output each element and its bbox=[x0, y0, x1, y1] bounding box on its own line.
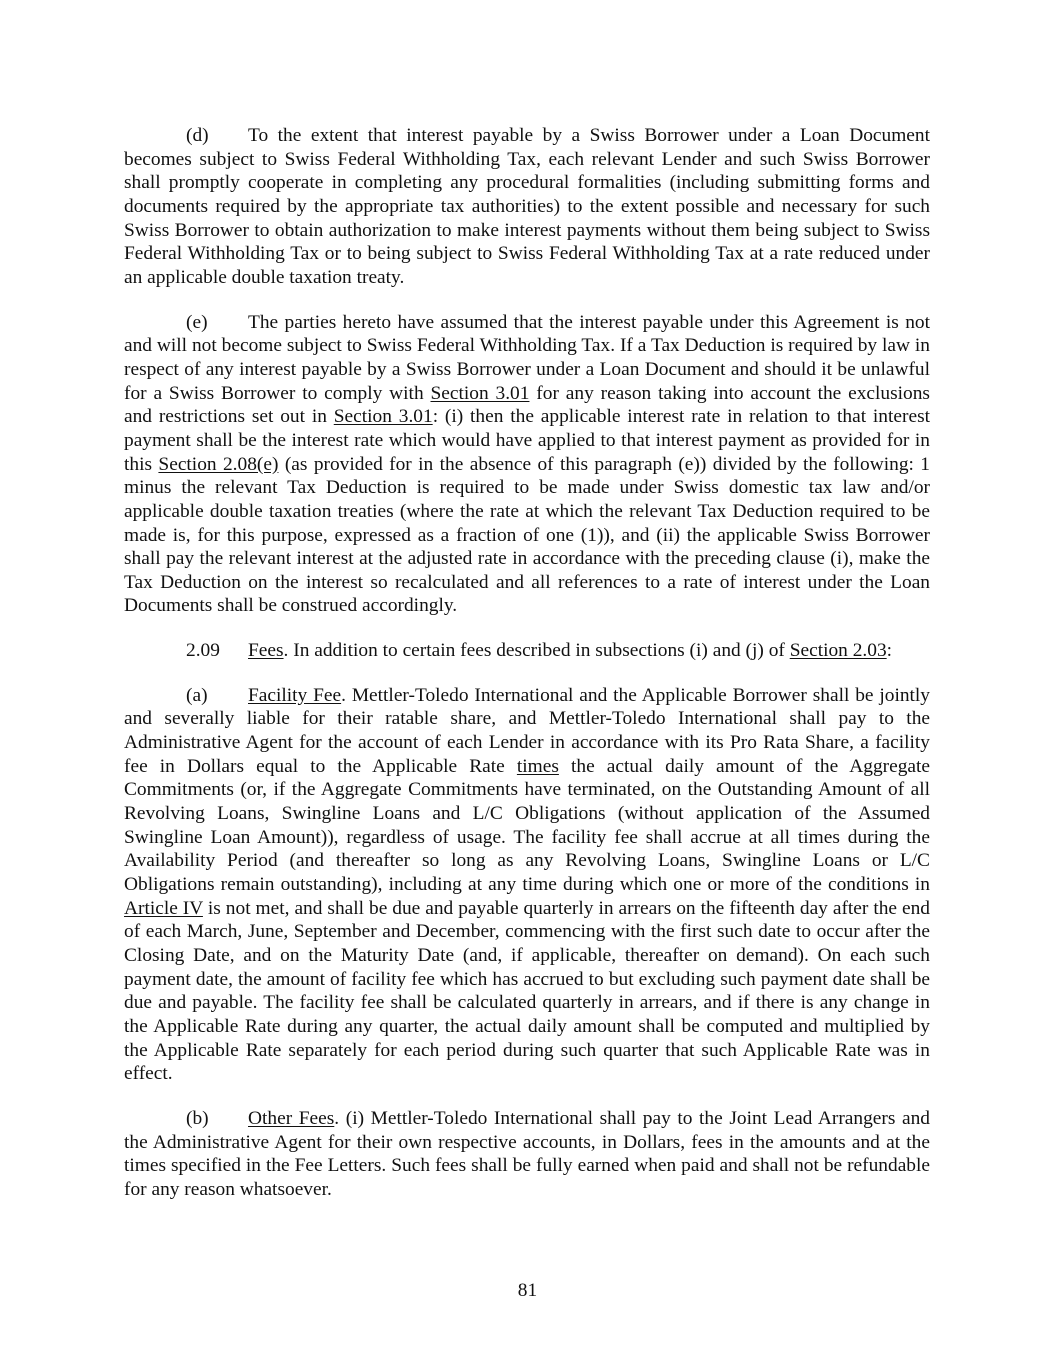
section-number: 2.09 bbox=[186, 640, 220, 662]
section-reference: Section 3.01 bbox=[333, 406, 433, 428]
section-title: Fees bbox=[248, 640, 284, 662]
paragraph-text: To the extent that interest payable by a Swiss Borrower under a Loan Document becomes subject to Swiss Federal Withholding Tax, each relevant Lender and such Swiss Borrower shall promptly cooperate in completing any procedural formalities (including submitting forms and documents required by the appropriate tax authorities) to the extent possible and necessary for such Swiss Borrower to obtain authorization to make interest payments without them being subject to Swiss Federal Withholding Tax or to being subject to Swiss Federal Withholding Tax at a rate reduced under an applicable double taxation treaty. bbox=[124, 125, 930, 288]
paragraph-title: Other Fees bbox=[248, 1107, 335, 1129]
paragraph-text: is not met, and shall be due and payable quarterly in arrears on the fifteenth day after the end of each March, June, September and December, commencing with the first such date to occur after the Closing Date, and on the Maturity Date (and, if applicable, thereafter on demand). On each such payment date, the amount of facility fee which has accrued to but excluding such payment date shall be due and payable. The facility fee shall be calculated quarterly in arrears, and if there is any change in the Applicable Rate during any quarter, the actual daily amount shall be computed and multiplied by the Applicable Rate separately for each period during such quarter that such Applicable Rate was in effect. bbox=[124, 897, 930, 1085]
paragraph-text: : bbox=[886, 640, 893, 662]
paragraph-text: : (i) then the applicable interest rate in relation to that interest payment shall be the interest rate which would have applied to that interest payment as provided for in this bbox=[124, 406, 930, 475]
section-2-09-heading bbox=[124, 639, 930, 663]
section-reference: Section 2.03 bbox=[789, 640, 887, 662]
paragraph-text: the actual daily amount of the Aggregate Commitments (or, if the Aggregate Commitments have terminated, on the Outstanding Amount of all Revolving Loans, Swingline Loans and L/C Obligations (without application of the Assumed Swingline Loan Amount)), regardless of usage. The facility fee shall accrue at all times during the Availability Period (and thereafter so long as any Revolving Loans, Swingline Loans or L/C Obligations remain outstanding), including at any time during which one or more of the conditions in bbox=[124, 755, 930, 896]
paragraph-b bbox=[124, 1107, 930, 1202]
paragraph-text: . (i) Mettler-Toledo International shall pay to the Joint Lead Arrangers and the Administrative Agent for their own respective accounts, in Dollars, fees in the amounts and at the times specified in the Fee Letters. Such fees shall be fully earned when paid and shall not be refundable for any reason whatsoever. bbox=[124, 1107, 931, 1200]
section-reference: Article IV bbox=[124, 897, 203, 919]
section-reference: Section 2.08(e) bbox=[158, 453, 279, 475]
document-body bbox=[124, 124, 930, 1223]
section-reference: Section 3.01 bbox=[430, 382, 530, 404]
paragraph-d bbox=[124, 124, 930, 290]
paragraph-text: (as provided for in the absence of this paragraph (e)) divided by the following: 1 minus the relevant Tax Deduction is required to be made under Swiss domestic tax law and/or applicable double taxation treaties (where the rate at which the relevant Tax Deduction required to be made is, for this purpose, expressed as a fraction of one (1)), and (ii) the applicable Swiss Borrower shall pay the relevant interest at the adjusted rate in accordance with the preceding clause (i), make the Tax Deduction on the interest so recalculated and all references to a rate of interest under the Loan Documents shall be construed accordingly. bbox=[124, 453, 931, 617]
paragraph-text: The parties hereto have assumed that the interest payable under this Agreement is not and will not become subject to Swiss Federal Withholding Tax. If a Tax Deduction is required by law in respect of any interest payable by a Swiss Borrower under a Loan Document and should it be unlawful for a Swiss Borrower to comply with bbox=[124, 311, 930, 404]
paragraph-label: (a) bbox=[186, 684, 208, 706]
paragraph-label: (d) bbox=[186, 125, 209, 146]
paragraph-text: . Mettler-Toledo International and the Applicable Borrower shall be jointly and severally liable for their ratable share, and Mettler-Toledo International shall pay to the Administrative Agent for the account of each Lender in accordance with its Pro Rata Share, a facility fee in Dollars equal to the Applicable Rate bbox=[124, 684, 930, 777]
page-number: 81 bbox=[517, 1280, 538, 1301]
paragraph-text: . In addition to certain fees described in subsections (i) and (j) of bbox=[283, 640, 790, 662]
paragraph-label: (b) bbox=[186, 1107, 209, 1129]
paragraph-text: for any reason taking into account the exclusions and restrictions set out in bbox=[124, 382, 930, 428]
paragraph-a bbox=[124, 684, 930, 1086]
paragraph-e bbox=[124, 311, 930, 619]
paragraph-title: Facility Fee bbox=[248, 684, 342, 706]
paragraph-label: (e) bbox=[186, 311, 208, 333]
emphasized-term: times bbox=[516, 755, 559, 777]
